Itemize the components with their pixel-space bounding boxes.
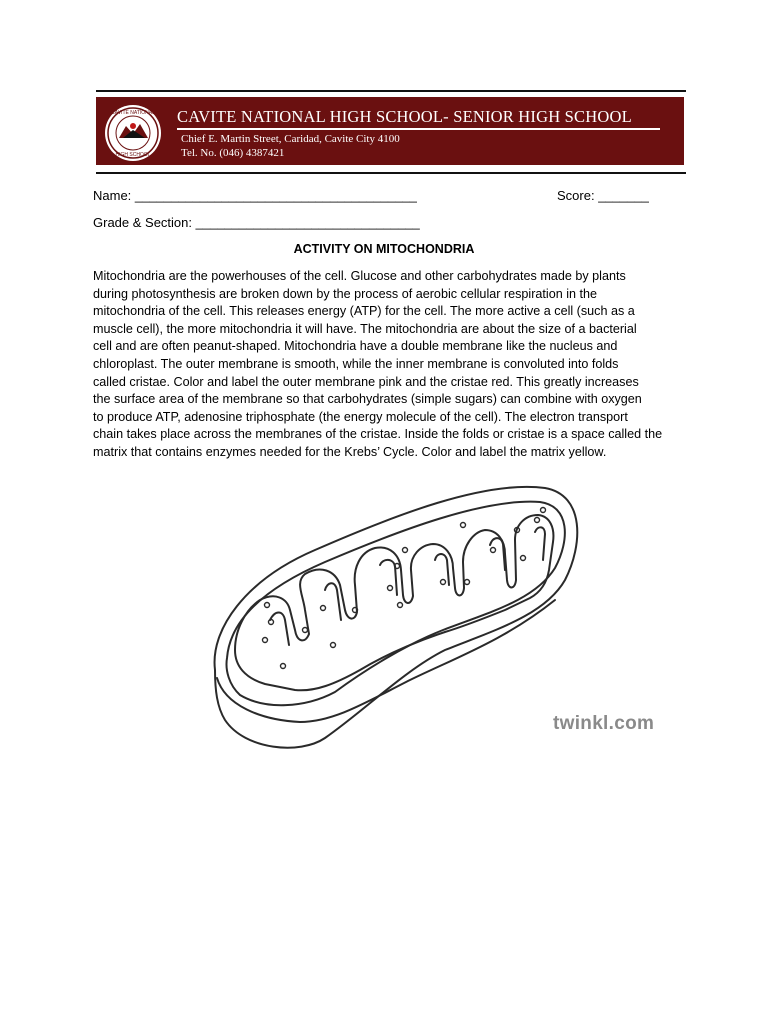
banner-divider — [177, 128, 660, 130]
twinkl-watermark: twinkl.com — [553, 713, 655, 734]
name-blank[interactable]: _______________________________________ — [134, 188, 417, 203]
outer-membrane — [215, 487, 578, 748]
paragraph-line: muscle cell), the more mitochondria it will have. The mitochondria are about the size of a bacterial — [93, 321, 637, 336]
instructions-paragraph — [93, 268, 681, 462]
paragraph-line: Mitochondria are the powerhouses of the cell. Glucose and other carbohydrates made by plants — [93, 269, 626, 283]
school-telephone: Tel. No. (046) 4387421 — [181, 147, 285, 159]
paragraph-line: mitochondria of the cell. This releases energy (ATP) for the cell. The more active a cell (such as a — [93, 304, 635, 319]
grade-section-label: Grade & Section: — [93, 215, 192, 230]
header-top-rule — [96, 90, 686, 92]
school-name: CAVITE NATIONAL HIGH SCHOOL- SENIOR HIGH SCHOOL — [177, 107, 632, 126]
score-field[interactable] — [557, 188, 649, 203]
grade-section-blank[interactable]: _______________________________ — [195, 215, 420, 230]
score-label: Score: — [557, 188, 595, 203]
name-field[interactable] — [93, 188, 417, 203]
paragraph-line: cell and are often peanut-shaped. Mitochondria have a double membrane like the nucleus and — [93, 339, 618, 354]
school-address: Chief E. Martin Street, Caridad, Cavite City 4100 — [181, 133, 400, 145]
header-bottom-rule — [96, 172, 686, 174]
paragraph-line: to produce ATP, adenosine triphosphate (the energy molecule of the cell). The electron transport — [93, 409, 628, 424]
paragraph-line: during photosynthesis are broken down by the process of aerobic cellular respiration in the — [93, 286, 598, 301]
grade-section-field[interactable] — [93, 215, 420, 230]
svg-text:HIGH SCHOOL: HIGH SCHOOL — [115, 152, 151, 158]
paragraph-line: the surface area of the membrane so that carbohydrates (simple sugars) can combine with oxygen — [93, 392, 642, 407]
activity-title: ACTIVITY ON MITOCHONDRIA — [293, 242, 475, 256]
name-label: Name: — [93, 188, 132, 203]
paragraph-line: chloroplast. The outer membrane is smooth, while the inner membrane is convoluted into folds — [93, 356, 619, 371]
paragraph-line: chain takes place across the membranes of the cristae. Inside the folds or cristae is a space called the — [93, 427, 663, 442]
school-seal-icon — [104, 104, 162, 162]
svg-text:CAVITE NATIONAL: CAVITE NATIONAL — [111, 110, 155, 116]
mitochondrion-illustration-icon — [205, 470, 585, 755]
paragraph-line: matrix that contains enzymes needed for the Krebs’ Cycle. Color and label the matrix yellow. — [93, 444, 607, 459]
paragraph-line: called cristae. Color and label the outer membrane pink and the cristae red. This greatly increases — [93, 374, 639, 389]
inner-rim — [227, 502, 565, 706]
score-blank[interactable]: _______ — [598, 188, 649, 203]
